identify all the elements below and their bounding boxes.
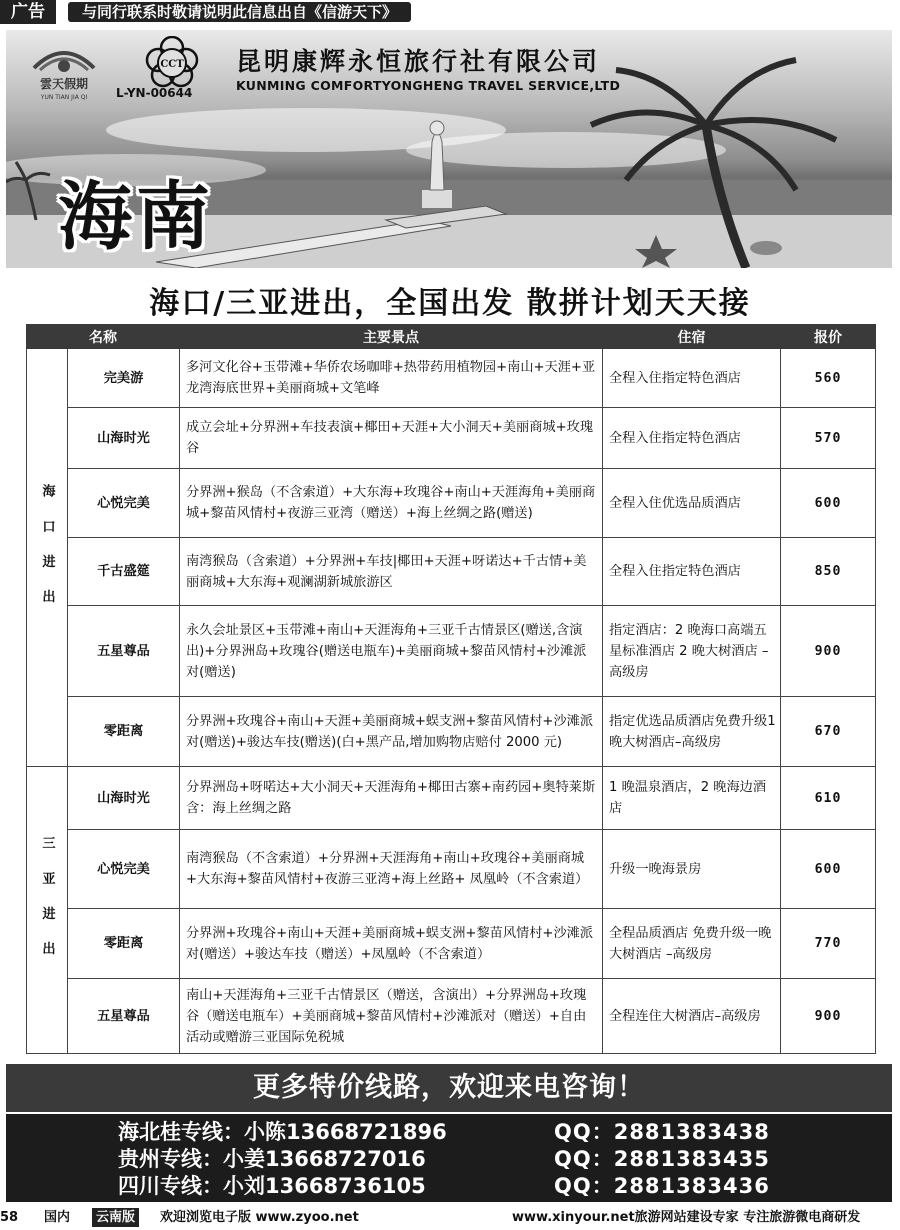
route-price: 570 xyxy=(781,408,876,469)
route-price: 610 xyxy=(781,767,876,830)
region-sanya xyxy=(27,767,68,1054)
header-price: 报价 xyxy=(781,325,876,349)
route-name: 零距离 xyxy=(68,909,180,979)
route-spots: 分界洲+猴岛（不含索道）+大东海+玫瑰谷+南山+天涯海角+美丽商城+黎苗风情村+夜游三亚湾（赠送）+海上丝绸之路(赠送) xyxy=(180,469,603,538)
route-spots: 南湾猴岛（含索道）+分界洲+车技|椰田+天涯+呀诺达+千古情+美丽商城+大东海+观澜湖新城旅游区 xyxy=(180,538,603,606)
route-name: 完美游 xyxy=(68,349,180,408)
source-notice: 与同行联系时敬请说明此信息出自《信游天下》 xyxy=(68,2,411,22)
company-name-cn: 昆明康辉永恒旅行社有限公司 xyxy=(236,47,601,76)
route-hotel: 全程入住指定特色酒店 xyxy=(603,538,781,606)
footer xyxy=(0,1205,900,1230)
route-hotel: 1 晚温泉酒店，2 晚海边酒店 xyxy=(603,767,781,830)
route-hotel: 全程连住大树酒店–高级房 xyxy=(603,979,781,1054)
brand-text: 雲天假期 xyxy=(39,77,89,91)
footer-right-link[interactable]: www.xinyour.net旅游网站建设专家 专注旅游微电商研发 xyxy=(512,1210,861,1225)
company-name-en: KUNMING COMFORTYONGHENG TRAVEL SERVICE,LTD xyxy=(236,78,621,93)
route-hotel: 指定优选品质酒店免费升级1晚大树酒店–高级房 xyxy=(603,697,781,767)
route-hotel: 指定酒店：2 晚海口高端五星标准酒店 2 晚大树酒店 – 高级房 xyxy=(603,606,781,697)
table-row xyxy=(27,697,876,767)
route-name: 千古盛筵 xyxy=(68,538,180,606)
route-price: 600 xyxy=(781,469,876,538)
route-spots: 分界洲+玫瑰谷+南山+天涯+美丽商城+蜈支洲+黎苗风情村+沙滩派对(赠送)+骏达车技(赠送)(白+黑产品,增加购物店赔付 2000 元) xyxy=(180,697,603,767)
contact-line[interactable]: 四川专线：小刘13668736105 xyxy=(118,1174,426,1198)
contact-qq[interactable]: QQ：2881383438 xyxy=(554,1120,770,1144)
contact-block xyxy=(6,1114,892,1202)
cct-text: CCT xyxy=(160,59,184,70)
contact-row xyxy=(6,1118,892,1146)
route-price: 770 xyxy=(781,909,876,979)
slogan: 海口/三亚进出，全国出发 散拼计划天天接 xyxy=(149,286,751,321)
route-spots: 多河文化谷+玉带滩+华侨农场咖啡+热带药用植物园+南山+天涯+亚龙湾海底世界+美丽商城+文笔峰 xyxy=(180,349,603,408)
section-label: 国内 xyxy=(44,1210,71,1225)
yuntian-logo-icon xyxy=(24,38,104,102)
route-spots: 分界洲岛+呀喏达+大小洞天+天涯海角+椰田古寨+南药园+奥特莱斯 含：海上丝绸之路 xyxy=(180,767,603,830)
contact-row xyxy=(6,1172,892,1200)
region-label: 三亚进出 xyxy=(39,836,55,977)
route-name: 山海时光 xyxy=(68,767,180,830)
table-row xyxy=(27,606,876,697)
edition-badge: 云南版 xyxy=(92,1208,139,1227)
route-name: 心悦完美 xyxy=(68,830,180,909)
route-spots: 南湾猴岛（不含索道）+分界洲+天涯海角+南山+玫瑰谷+美丽商城+大东海+黎苗风情村+夜游三亚湾+海上丝路+ 凤凰岭（不含索道） xyxy=(180,830,603,909)
contact-qq[interactable]: QQ：2881383436 xyxy=(554,1174,770,1198)
route-price: 560 xyxy=(781,349,876,408)
route-hotel: 全程入住指定特色酒店 xyxy=(603,408,781,469)
route-price: 900 xyxy=(781,979,876,1054)
route-spots: 成立会址+分界洲+车技表演+椰田+天涯+大小洞天+美丽商城+玫瑰谷 xyxy=(180,408,603,469)
table-row xyxy=(27,979,876,1054)
footer-left-link[interactable]: 欢迎浏览电子版 www.zyoo.net xyxy=(160,1210,359,1225)
route-name: 心悦完美 xyxy=(68,469,180,538)
route-hotel: 升级一晚海景房 xyxy=(603,830,781,909)
region-haikou xyxy=(27,349,68,767)
contact-row xyxy=(6,1145,892,1173)
route-price: 900 xyxy=(781,606,876,697)
contact-qq[interactable]: QQ：2881383435 xyxy=(554,1147,770,1171)
more-routes-banner: 更多特价线路，欢迎来电咨询！ xyxy=(6,1064,892,1112)
route-name: 零距离 xyxy=(68,697,180,767)
destination-title: 海南 xyxy=(58,174,214,260)
cct-logo-icon xyxy=(144,36,200,88)
route-name: 五星尊品 xyxy=(68,979,180,1054)
license-number: L-YN-00644 xyxy=(116,86,193,100)
table-row xyxy=(27,538,876,606)
table-row xyxy=(27,909,876,979)
route-price: 850 xyxy=(781,538,876,606)
table-row xyxy=(27,469,876,538)
route-hotel: 全程品质酒店 免费升级一晚大树酒店 –高级房 xyxy=(603,909,781,979)
contact-line[interactable]: 海北桂专线：小陈13668721896 xyxy=(118,1120,447,1144)
ad-tag: 广告 xyxy=(0,0,56,24)
route-table xyxy=(26,324,876,1054)
header-name: 名称 xyxy=(27,325,180,349)
route-price: 670 xyxy=(781,697,876,767)
route-price: 600 xyxy=(781,830,876,909)
route-hotel: 全程入住优选品质酒店 xyxy=(603,469,781,538)
route-name: 山海时光 xyxy=(68,408,180,469)
header-hotel: 住宿 xyxy=(603,325,781,349)
banner xyxy=(6,30,892,268)
table-header-row xyxy=(27,325,876,349)
contact-line[interactable]: 贵州专线：小姜13668727016 xyxy=(118,1147,426,1171)
table-row xyxy=(27,830,876,909)
route-spots: 分界洲+玫瑰谷+南山+天涯+美丽商城+蜈支洲+黎苗风情村+沙滩派对(赠送）+骏达车技（赠送）+凤凰岭（不含索道） xyxy=(180,909,603,979)
table-row xyxy=(27,408,876,469)
table-row xyxy=(27,349,876,408)
route-hotel: 全程入住指定特色酒店 xyxy=(603,349,781,408)
region-label: 海口进出 xyxy=(39,483,55,625)
route-spots: 南山+天涯海角+三亚千古情景区（赠送，含演出）+分界洲岛+玫瑰谷（赠送电瓶车）+美丽商城+黎苗风情村+沙滩派对（赠送）+自由活动或赠游三亚国际免税城 xyxy=(180,979,603,1054)
page-number: 58 xyxy=(0,1210,19,1225)
brand-pinyin: YUN TIAN JIA QI xyxy=(40,94,88,101)
table-row xyxy=(27,767,876,830)
route-name: 五星尊品 xyxy=(68,606,180,697)
route-spots: 永久会址景区+玉带滩+南山+天涯海角+三亚千古情景区(赠送,含演出)+分界洲岛+玫瑰谷(赠送电瓶车)+美丽商城+黎苗风情村+沙滩派对(赠送) xyxy=(180,606,603,697)
header-spots: 主要景点 xyxy=(180,325,603,349)
